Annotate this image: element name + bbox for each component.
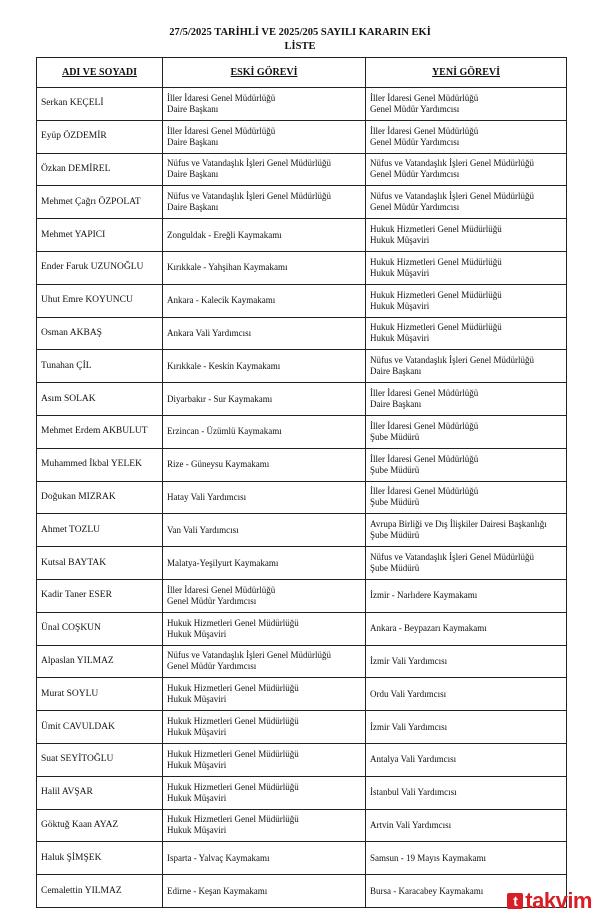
cell-old-position xyxy=(163,776,366,809)
cell-new-position xyxy=(366,645,567,678)
table-row xyxy=(37,612,567,645)
cell-new-position xyxy=(366,711,567,744)
cell-name: Ender Faruk UZUNOĞLU xyxy=(37,251,163,284)
table-row xyxy=(37,383,567,416)
cell-line: İller İdaresi Genel Müdürlüğü xyxy=(370,420,479,431)
cell-new-position xyxy=(366,842,567,875)
cell-new-position xyxy=(366,809,567,842)
logo-mark-icon: t xyxy=(507,893,523,909)
watermark-logo: t takvim xyxy=(507,888,592,914)
cell-line: Ordu Vali Yardımcısı xyxy=(370,688,447,699)
cell-new-position xyxy=(366,678,567,711)
cell-line: Artvin Vali Yardımcısı xyxy=(370,819,452,830)
table-row xyxy=(37,317,567,350)
cell-old-position xyxy=(163,186,366,219)
cell-name: Tunahan ÇİL xyxy=(37,350,163,383)
cell-line: Daire Başkanı xyxy=(167,103,219,114)
table-row xyxy=(37,645,567,678)
cell-line: Daire Başkanı xyxy=(167,202,219,213)
cell-line: Ankara Vali Yardımcısı xyxy=(167,327,252,338)
cell-old-position xyxy=(163,251,366,284)
cell-old-position xyxy=(163,448,366,481)
cell-old-position xyxy=(163,612,366,645)
cell-new-position xyxy=(366,415,567,448)
column-header-new-position: YENİ GÖREVİ xyxy=(366,58,567,88)
cell-line: Daire Başkanı xyxy=(167,136,219,147)
cell-line: Hatay Vali Yardımcısı xyxy=(167,491,247,502)
cell-new-position xyxy=(366,514,567,547)
cell-line: İzmir Vali Yardımcısı xyxy=(370,721,448,732)
column-header-old-position: ESKİ GÖREVİ xyxy=(163,58,366,88)
cell-name: Halil AVŞAR xyxy=(37,776,163,809)
cell-line: Avrupa Birliği ve Dış İlişkiler Dairesi Başkanlığı xyxy=(370,519,547,530)
cell-line: İzmir - Narlıdere Kaymakamı xyxy=(370,590,478,601)
table-row xyxy=(37,88,567,121)
cell-line: Daire Başkanı xyxy=(370,399,422,410)
cell-new-position xyxy=(366,612,567,645)
cell-name: Mehmet Erdem AKBULUT xyxy=(37,415,163,448)
cell-line: Bursa - Karacabey Kaymakamı xyxy=(370,885,484,896)
cell-line: Nüfus ve Vatandaşlık İşleri Genel Müdürlüğü xyxy=(370,191,535,202)
cell-line: Nüfus ve Vatandaşlık İşleri Genel Müdürlüğü xyxy=(167,191,332,202)
cell-line: Hukuk Hizmetleri Genel Müdürlüğü xyxy=(370,224,502,235)
cell-old-position xyxy=(163,481,366,514)
cell-line: Nüfus ve Vatandaşlık İşleri Genel Müdürlüğü xyxy=(370,552,535,563)
cell-line: Genel Müdür Yardımcısı xyxy=(167,661,257,672)
table-row xyxy=(37,153,567,186)
cell-line: Daire Başkanı xyxy=(167,169,219,180)
cell-line: Şube Müdürü xyxy=(370,563,420,574)
cell-line: İller İdaresi Genel Müdürlüğü xyxy=(167,92,276,103)
cell-old-position xyxy=(163,317,366,350)
cell-new-position xyxy=(366,743,567,776)
cell-new-position xyxy=(366,350,567,383)
cell-line: Hukuk Hizmetleri Genel Müdürlüğü xyxy=(370,322,502,333)
table-row xyxy=(37,251,567,284)
cell-line: Hukuk Hizmetleri Genel Müdürlüğü xyxy=(370,289,502,300)
cell-name: Osman AKBAŞ xyxy=(37,317,163,350)
table-row xyxy=(37,284,567,317)
cell-new-position xyxy=(366,284,567,317)
cell-name: Asım SOLAK xyxy=(37,383,163,416)
cell-new-position xyxy=(366,251,567,284)
cell-new-position xyxy=(366,383,567,416)
cell-line: İzmir Vali Yardımcısı xyxy=(370,655,448,666)
table-row xyxy=(37,809,567,842)
table-row xyxy=(37,842,567,875)
cell-name: Suat SEYİTOĞLU xyxy=(37,743,163,776)
cell-new-position xyxy=(366,88,567,121)
cell-line: Genel Müdür Yardımcısı xyxy=(370,202,460,213)
cell-line: Hukuk Hizmetleri Genel Müdürlüğü xyxy=(167,617,299,628)
cell-old-position xyxy=(163,120,366,153)
cell-line: Rize - Güneysu Kaymakamı xyxy=(167,459,270,470)
cell-line: Hukuk Müşaviri xyxy=(370,333,430,344)
cell-line: Genel Müdür Yardımcısı xyxy=(370,169,460,180)
cell-old-position xyxy=(163,514,366,547)
cell-line: Hukuk Müşaviri xyxy=(167,628,227,639)
table-row xyxy=(37,415,567,448)
cell-line: Hukuk Hizmetleri Genel Müdürlüğü xyxy=(167,716,299,727)
table-row xyxy=(37,120,567,153)
table-row xyxy=(37,350,567,383)
cell-line: Hukuk Müşaviri xyxy=(167,727,227,738)
cell-line: İller İdaresi Genel Müdürlüğü xyxy=(370,486,479,497)
cell-old-position xyxy=(163,809,366,842)
cell-line: Hukuk Müşaviri xyxy=(167,792,227,803)
cell-name: Özkan DEMİREL xyxy=(37,153,163,186)
table-header-row xyxy=(37,58,567,88)
cell-line: İller İdaresi Genel Müdürlüğü xyxy=(370,125,479,136)
cell-name: Ünal COŞKUN xyxy=(37,612,163,645)
table-row xyxy=(37,711,567,744)
cell-line: İller İdaresi Genel Müdürlüğü xyxy=(370,388,479,399)
cell-old-position xyxy=(163,875,366,908)
cell-old-position xyxy=(163,153,366,186)
cell-line: Şube Müdürü xyxy=(370,464,420,475)
cell-old-position xyxy=(163,678,366,711)
appointments-table xyxy=(36,57,567,908)
cell-new-position xyxy=(366,153,567,186)
cell-line: Hukuk Hizmetleri Genel Müdürlüğü xyxy=(167,814,299,825)
document-subtitle: LİSTE xyxy=(284,41,316,52)
cell-new-position xyxy=(366,547,567,580)
cell-line: Edirne - Keşan Kaymakamı xyxy=(167,885,268,896)
cell-old-position xyxy=(163,711,366,744)
cell-name: Ümit CAVULDAK xyxy=(37,711,163,744)
cell-line: Genel Müdür Yardımcısı xyxy=(370,136,460,147)
cell-line: Isparta - Yalvaç Kaymakamı xyxy=(167,852,270,863)
cell-name: Serkan KEÇELİ xyxy=(37,88,163,121)
cell-line: Daire Başkanı xyxy=(370,366,422,377)
cell-name: Ahmet TOZLU xyxy=(37,514,163,547)
cell-name: Kadir Taner ESER xyxy=(37,579,163,612)
table-row xyxy=(37,678,567,711)
cell-new-position xyxy=(366,448,567,481)
cell-name: Doğukan MIZRAK xyxy=(37,481,163,514)
cell-line: Şube Müdürü xyxy=(370,431,420,442)
cell-line: Ankara - Kalecik Kaymakamı xyxy=(167,295,276,306)
cell-line: Şube Müdürü xyxy=(370,497,420,508)
cell-new-position xyxy=(366,219,567,252)
cell-line: Erzincan - Üzümlü Kaymakamı xyxy=(167,426,282,437)
cell-line: Zonguldak - Ereğli Kaymakamı xyxy=(167,229,282,240)
table-row xyxy=(37,448,567,481)
cell-old-position xyxy=(163,415,366,448)
cell-line: Kırıkkale - Keskin Kaymakamı xyxy=(167,360,281,371)
cell-new-position xyxy=(366,120,567,153)
cell-name: Haluk ŞİMŞEK xyxy=(37,842,163,875)
cell-new-position xyxy=(366,776,567,809)
cell-line: Genel Müdür Yardımcısı xyxy=(370,103,460,114)
cell-line: Hukuk Müşaviri xyxy=(167,825,227,836)
cell-name: Mehmet YAPICI xyxy=(37,219,163,252)
cell-line: Nüfus ve Vatandaşlık İşleri Genel Müdürlüğü xyxy=(167,650,332,661)
cell-line: Hukuk Hizmetleri Genel Müdürlüğü xyxy=(370,256,502,267)
cell-new-position xyxy=(366,317,567,350)
cell-name: Uhut Emre KOYUNCU xyxy=(37,284,163,317)
cell-name: Eyüp ÖZDEMİR xyxy=(37,120,163,153)
table-row xyxy=(37,579,567,612)
cell-old-position xyxy=(163,743,366,776)
cell-new-position xyxy=(366,579,567,612)
cell-line: Hukuk Hizmetleri Genel Müdürlüğü xyxy=(167,683,299,694)
cell-line: Genel Müdür Yardımcısı xyxy=(167,595,257,606)
table-row xyxy=(37,219,567,252)
cell-line: Nüfus ve Vatandaşlık İşleri Genel Müdürlüğü xyxy=(167,158,332,169)
cell-line: Hukuk Müşaviri xyxy=(167,694,227,705)
cell-line: Ankara - Beypazarı Kaymakamı xyxy=(370,623,487,634)
cell-line: Hukuk Müşaviri xyxy=(370,267,430,278)
cell-new-position xyxy=(366,481,567,514)
cell-old-position xyxy=(163,842,366,875)
cell-name: Kutsal BAYTAK xyxy=(37,547,163,580)
cell-name: Göktuğ Kaan AYAZ xyxy=(37,809,163,842)
cell-name: Alpaslan YILMAZ xyxy=(37,645,163,678)
table-row xyxy=(37,481,567,514)
cell-old-position xyxy=(163,579,366,612)
table-row xyxy=(37,875,567,908)
table-row xyxy=(37,743,567,776)
cell-line: Hukuk Müşaviri xyxy=(167,759,227,770)
cell-line: Kırıkkale - Yahşihan Kaymakamı xyxy=(167,262,288,273)
cell-name: Cemalettin YILMAZ xyxy=(37,875,163,908)
cell-old-position xyxy=(163,219,366,252)
table-row xyxy=(37,776,567,809)
cell-line: İller İdaresi Genel Müdürlüğü xyxy=(167,584,276,595)
cell-name: Mehmet Çağrı ÖZPOLAT xyxy=(37,186,163,219)
cell-line: Diyarbakır - Sur Kaymakamı xyxy=(167,393,273,404)
cell-old-position xyxy=(163,383,366,416)
cell-name: Murat SOYLU xyxy=(37,678,163,711)
cell-line: İstanbul Vali Yardımcısı xyxy=(370,787,457,798)
cell-line: İller İdaresi Genel Müdürlüğü xyxy=(370,92,479,103)
cell-line: Van Vali Yardımcısı xyxy=(167,524,239,535)
cell-line: Hukuk Hizmetleri Genel Müdürlüğü xyxy=(167,781,299,792)
cell-name: Muhammed İkbal YELEK xyxy=(37,448,163,481)
column-header-name: ADI VE SOYADI xyxy=(37,58,163,88)
cell-line: Malatya-Yeşilyurt Kaymakamı xyxy=(167,557,279,568)
cell-line: İller İdaresi Genel Müdürlüğü xyxy=(167,125,276,136)
cell-new-position xyxy=(366,186,567,219)
table-row xyxy=(37,547,567,580)
cell-old-position xyxy=(163,350,366,383)
cell-line: Samsun - 19 Mayıs Kaymakamı xyxy=(370,852,486,863)
cell-line: Hukuk Müşaviri xyxy=(370,235,430,246)
cell-old-position xyxy=(163,88,366,121)
cell-old-position xyxy=(163,547,366,580)
document-title: 27/5/2025 TARİHLİ VE 2025/205 SAYILI KARARIN EKİ xyxy=(169,27,431,38)
cell-line: Nüfus ve Vatandaşlık İşleri Genel Müdürlüğü xyxy=(370,355,535,366)
cell-line: Hukuk Müşaviri xyxy=(370,300,430,311)
cell-line: Nüfus ve Vatandaşlık İşleri Genel Müdürlüğü xyxy=(370,158,535,169)
cell-line: Antalya Vali Yardımcısı xyxy=(370,754,457,765)
cell-old-position xyxy=(163,284,366,317)
cell-old-position xyxy=(163,645,366,678)
table-row xyxy=(37,186,567,219)
table-row xyxy=(37,514,567,547)
cell-line: Şube Müdürü xyxy=(370,530,420,541)
cell-line: Hukuk Hizmetleri Genel Müdürlüğü xyxy=(167,748,299,759)
cell-line: İller İdaresi Genel Müdürlüğü xyxy=(370,453,479,464)
